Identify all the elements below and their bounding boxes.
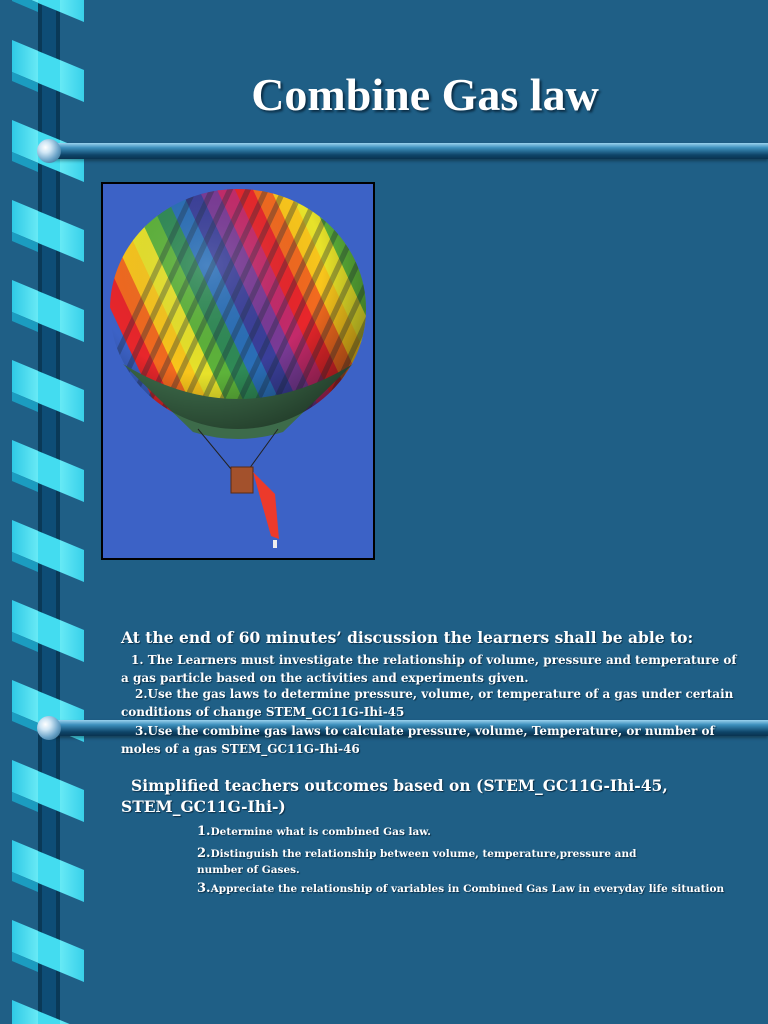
outcome-number: 1.: [197, 824, 211, 839]
divider-bar-top: [48, 143, 768, 159]
divider-knob-top: [37, 139, 61, 163]
outcome-text: Distinguish the relationship between volume, temperature,pressure and number of Gases.: [197, 848, 637, 876]
page-title: Combine Gas law: [251, 69, 599, 120]
objective-item-3: 3.Use the combine gas laws to calculate pressure, volume, Temperature, or number of moles of a gas STEM_GC11G-Ihi-46: [121, 724, 715, 756]
outcome-item-2: [197, 846, 677, 878]
outcome-number: 3.: [197, 881, 211, 896]
balloon-stripe: [367, 184, 373, 464]
outcome-text: Determine what is combined Gas law.: [210, 826, 431, 838]
objective-item-1: 1. The Learners must investigate the relationship of volume, pressure and temperature of a gas particle based on the activities and experiments given.: [121, 653, 737, 685]
outcome-text: Appreciate the relationship of variables in Combined Gas Law in everyday life situation: [210, 883, 725, 895]
balloon-seam: [369, 184, 373, 464]
hot-air-balloon-photo: [101, 182, 375, 560]
simplified-outcomes-heading: Simplified teachers outcomes based on (STEM_GC11G-Ihi-45, STEM_GC11G-Ihi-): [121, 776, 668, 816]
objective-item-2: 2.Use the gas laws to determine pressure, volume, or temperature of a gas under certain conditions of change STEM_GC11G-Ihi-45: [121, 687, 734, 719]
outcome-item-1: [197, 824, 677, 840]
objectives-heading: At the end of 60 minutes’ discussion the learners shall be able to:: [121, 628, 694, 647]
divider-knob-middle: [37, 716, 61, 740]
outcome-number: 2.: [197, 846, 211, 861]
outcome-item-3: [197, 881, 737, 897]
ribbon-shadow: [12, 0, 38, 12]
